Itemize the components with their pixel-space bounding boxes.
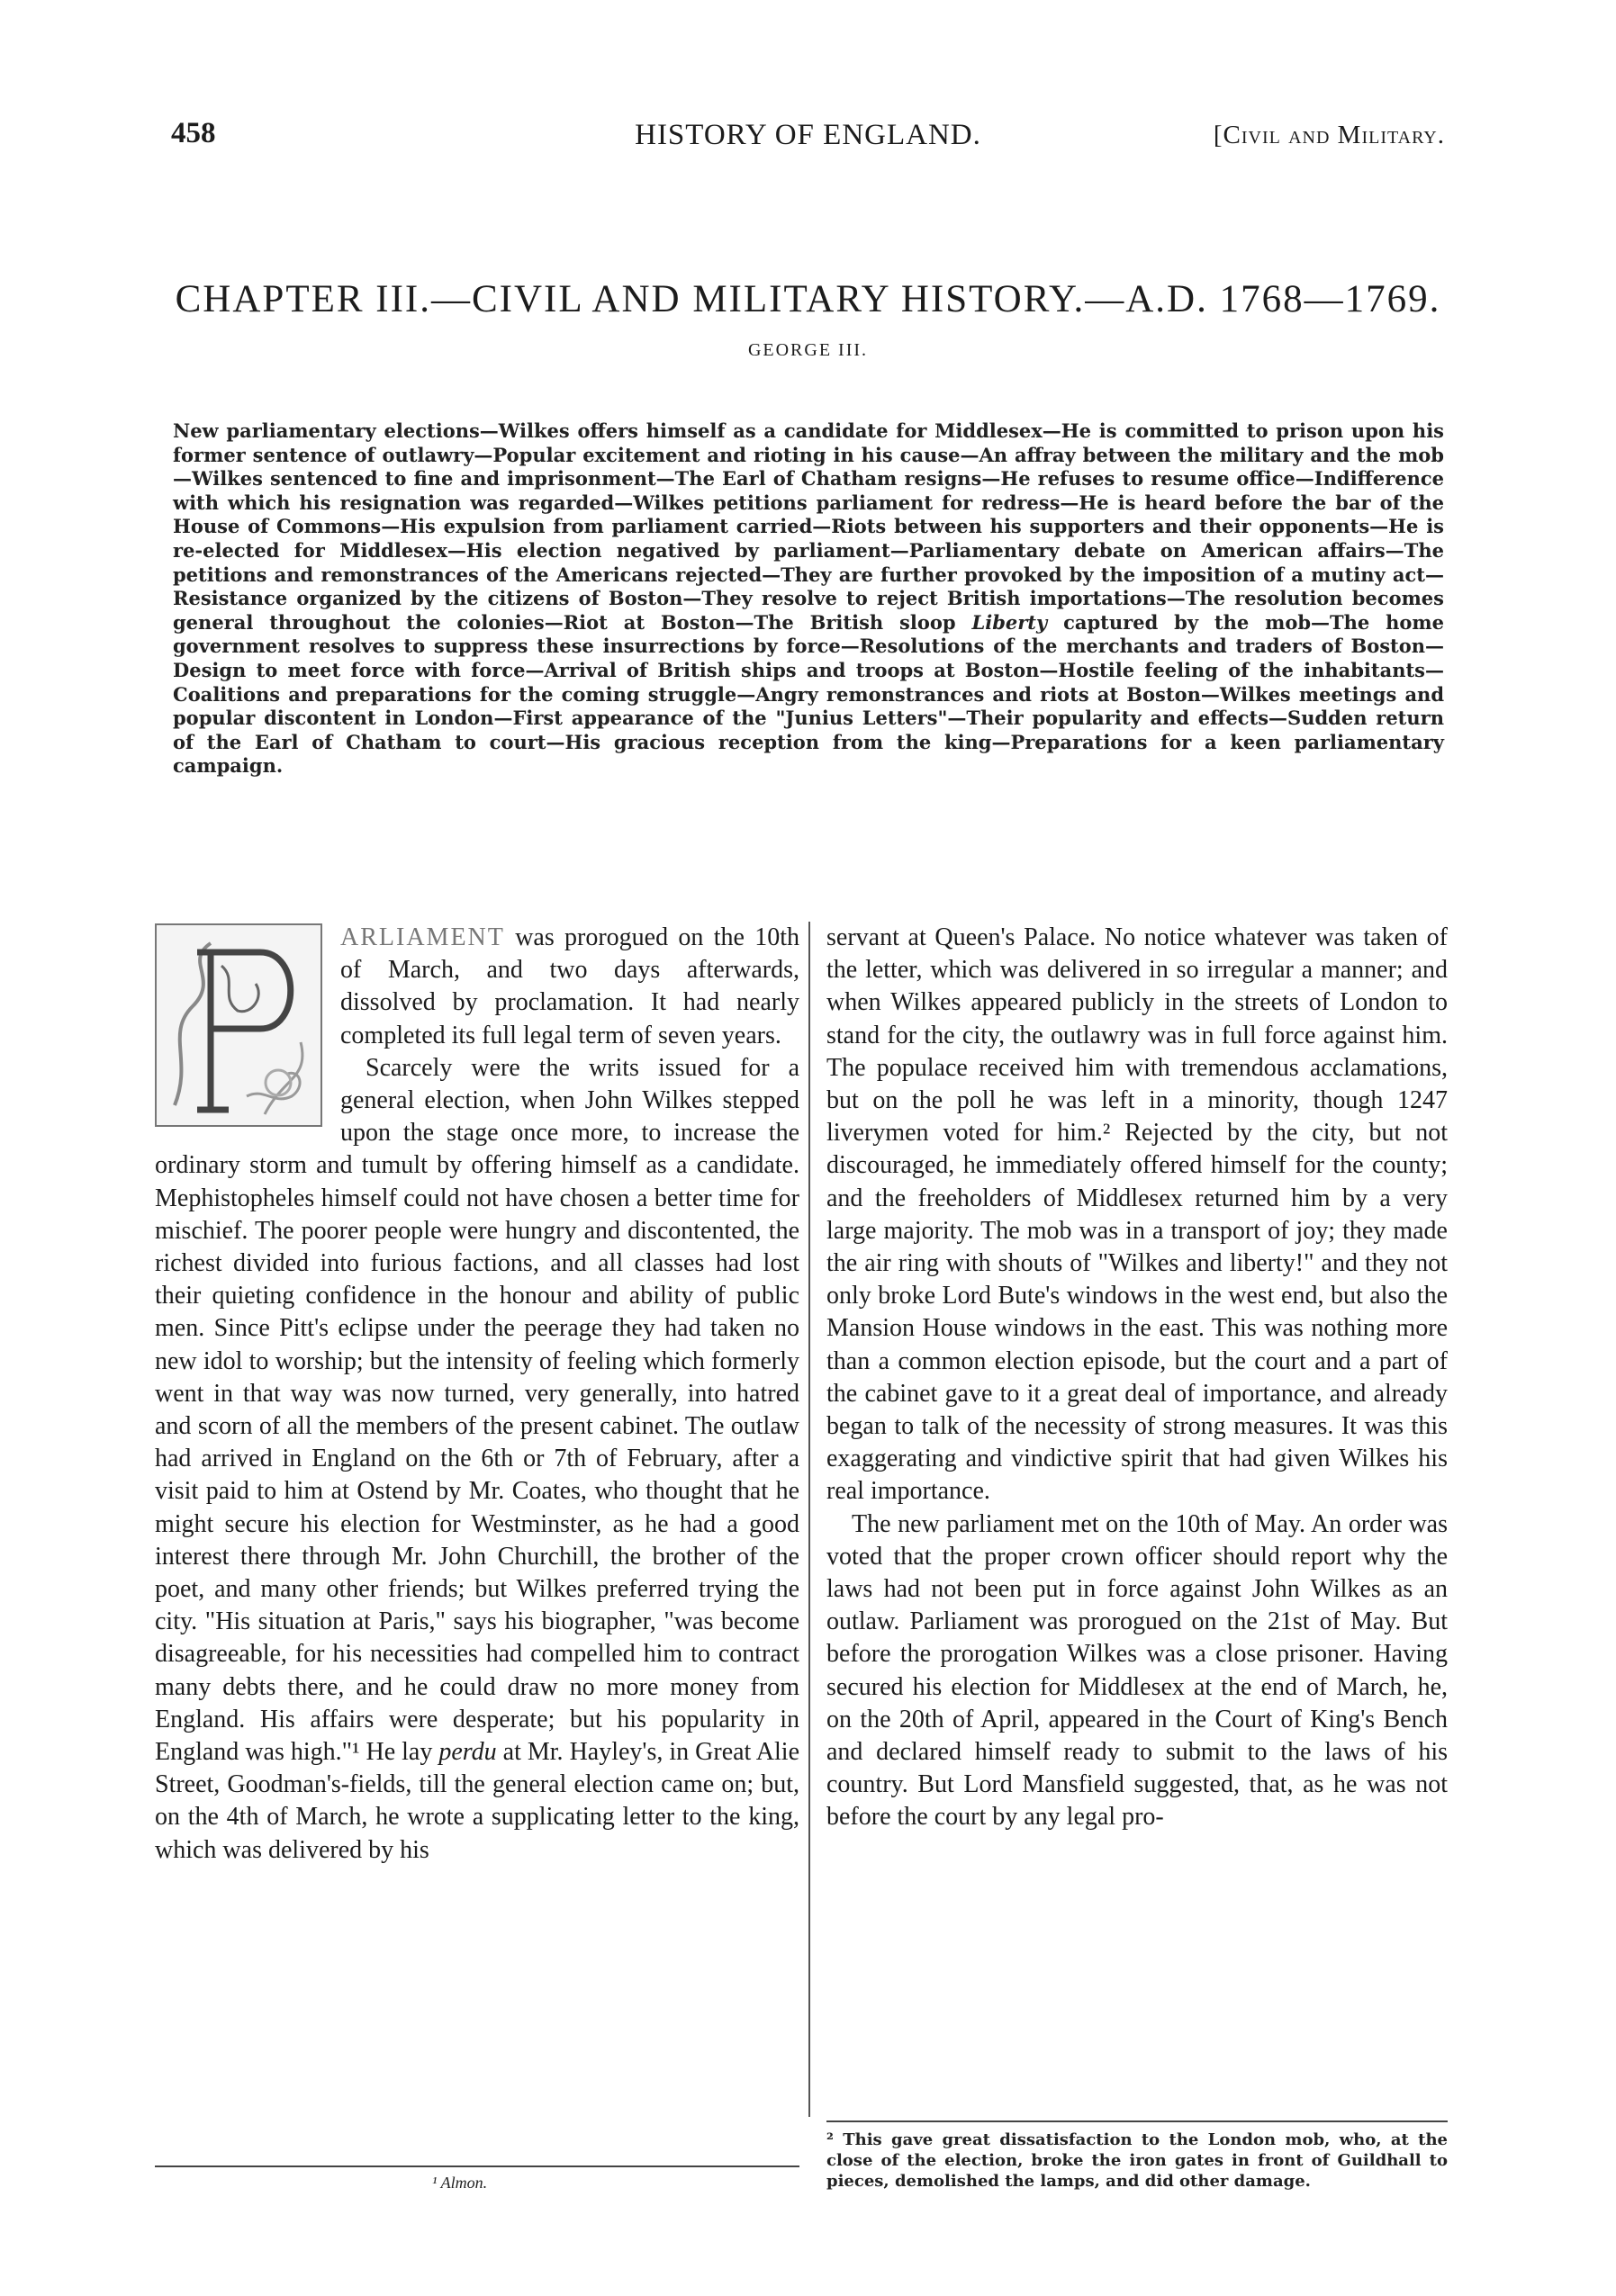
paragraph (155, 1052, 799, 1867)
decorated-initial (155, 923, 322, 1127)
synopsis-text: New parliamentary elections—Wilkes offers himself as a candidate for Middlesex—He is committed to prison upon his former sentence of outlawry—Popular excitement and rioting in his cause—An affray between the military and the mob—Wilkes sentenced to fine and imprisonment—The Earl of Chatham resigns—He refuses to resume office—Indifference with which his resignation was regarded—Wilkes petitions parliament for redress—He is heard before the bar of the House of Commons—His expulsion from parliament carried—Riots between his supporters and their opponents—He is re-elected for Middlesex—His election negatived by parliament—Parliamentary debate on American affairs—The petitions and remonstrances of the Americans rejected—They are further provoked by the imposition of a mutiny act—Resistance organized by the citizens of Boston—They resolve to reject British importations—The resolution becomes general throughout the colonies—Riot at Boston—The British sloop (173, 419, 1444, 634)
chapter-synopsis (173, 419, 1444, 779)
chapter-title: CHAPTER III.—CIVIL AND MILITARY HISTORY.—A.D. 1768—1769. (175, 278, 1441, 320)
footnote-rule-right (826, 2120, 1448, 2122)
synopsis-text-continued: captured by the mob—The home government resolves to suppress these insurrections by force—Resolutions of the merchants and traders of Boston—Design to meet force with force—Arrival of British ships and troops at Boston—Hostile feeling of the inhabitants—Coalitions and preparations for the coming struggle—Angry remonstrances and riots at Boston—Wilkes meetings and popular discontent in London—First appearance of the "Junius Letters"—Their popularity and effects—Sudden return of the Earl of Chatham to court—His gracious reception from the king—Preparations for a keen parliamentary campaign. (173, 610, 1445, 778)
paragraph-text: The new parliament met on the 10th of May. An order was voted that the proper crown officer should report why the laws had not been put in force against John Wilkes as an outlaw. Parliament was prorogued on the 21st of May. But before the prorogation Wilkes was a close prisoner. Having secured his election for Middlesex at the end of March, he, on the 20th of April, appeared in the Court of King's Bench and declared himself ready to submit to the laws of his country. But Lord Mansfield suggested, that, as he was not before the court by any legal pro- (826, 1509, 1448, 1832)
running-head (0, 117, 1616, 153)
paragraph-text: was prorogued on the 10th of March, and two days afterwards, dissolved by proclamation. It had nearly completed its full legal term of seven years. (340, 923, 800, 1049)
footnote-rule-left (155, 2165, 799, 2167)
footnote-right (826, 2129, 1448, 2192)
italic-term: perdu (438, 1738, 497, 1767)
body-column-right (826, 922, 1448, 1834)
paragraph-text-continued: at Mr. Hayley's, in Great Alie Street, Goodman's-fields, till the general election came on; but, on the 4th of March, he wrote a supplicating letter to the king, which was delivered by his (155, 1738, 800, 1864)
paragraph-text: servant at Queen's Palace. No notice whatever was taken of the letter, which was delivered in so irregular a manner; and when Wilkes appeared publicly in the streets of London to stand for the city, the outlawry was in full force against him. The populace received him with tremendous acclamations, but on the poll he was left in a minority, though 1247 liverymen voted for him.² Rejected by the city, but not discouraged, he immediately offered himself for the county; and the freeholders of Middlesex returned him by a very large majority. The mob was in a transport of joy; they made the air ring with shouts of "Wilkes and liberty!" and they not only broke Lord Bute's windows in the west end, but also the Mansion House windows in the east. This was nothing more than a common election episode, but the court and a part of the cabinet gave to it a great deal of importance, and already began to talk of the necessity of strong measures. It was this exaggerating and vindictive spirit that had given Wilkes his real importance. (826, 923, 1448, 1506)
paragraph-text: Scarcely were the writs issued for a general election, when John Wilkes stepped upon the stage once more, to increase the ordinary storm and tumult by offering himself as a candidate. Mephistopheles himself could not have chosen a better time for mischief. The poorer people were hungry and discontented, the richest divided into furious factions, and all classes had lost their quieting confidence in the honour and ability of public men. Since Pitt's eclipse under the peerage they had taken no new idol to worship; but the intensity of feeling which formerly went in that way was now turned, very generally, into hatred and scorn of all the members of the present cabinet. The outlaw had arrived in England on the 6th or 7th of February, after a visit paid to him at Ostend by Mr. Coates, who thought that he might secure his election for Westminster, as he had a good interest there through Mr. John Churchill, the brother of the poet, and many other friends; but Wilkes preferred trying the city. "His situation at Paris," says his biographer, "was become disagreeable, for his necessities had compelled him to contract many debts there, and he could draw no more money from England. His affairs were desperate; but his popularity in England was high."¹ He lay (155, 1053, 799, 1767)
paragraph (826, 922, 1448, 1508)
column-divider (808, 922, 810, 2117)
reign-heading: GEORGE III. (747, 340, 869, 360)
opening-word: ARLIAMENT (340, 923, 505, 951)
synopsis-ship-name: Liberty (971, 610, 1048, 634)
body-column-left (155, 922, 799, 1867)
footnote-left (432, 2173, 702, 2193)
footnote-text: ² This gave great dissatisfaction to the London mob, who, at the close of the election, broke the iron gates in front of Guildhall to pieces, demolished the lamps, and did other damage. (826, 2130, 1448, 2191)
ornament-icon (157, 925, 320, 1125)
paragraph (155, 922, 799, 1052)
page-number: 458 (171, 117, 216, 149)
running-section: [Civil and Military. (1213, 121, 1445, 149)
paragraph (826, 1508, 1448, 1834)
running-title: HISTORY OF ENGLAND. (635, 119, 981, 151)
footnote-text: ¹ Almon. (432, 2174, 488, 2192)
